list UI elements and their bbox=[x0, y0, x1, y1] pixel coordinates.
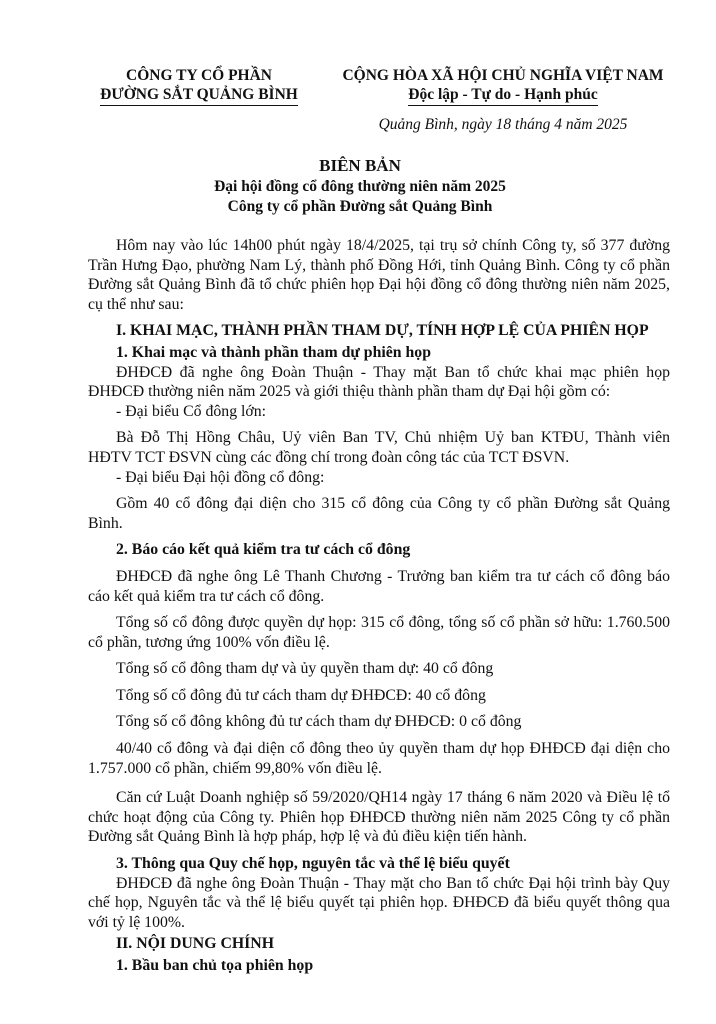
paragraph: Tổng số cổ đông không đủ tư cách tham dự ĐHĐCĐ: 0 cổ đông bbox=[116, 713, 522, 731]
section-heading-2: II. NỘI DUNG CHÍNH bbox=[116, 935, 274, 953]
subsection-heading-1-2: 2. Báo cáo kết quả kiểm tra tư cách cổ đông bbox=[116, 541, 411, 559]
paragraph: Căn cứ Luật Doanh nghiệp số 59/2020/QH14 ngày 17 tháng 6 năm 2020 và Điều lệ tổ chức hoạt động của Công ty. Phiên họp ĐHĐCĐ thường niên năm 2025 Công ty cổ phần Đường sắt Quảng Bình là hợp pháp, hợp lệ và đủ điều kiện tiến hành. bbox=[88, 789, 670, 846]
document-title: BIÊN BẢN bbox=[319, 156, 401, 175]
national-title: CỘNG HÒA XÃ HỘI CHỦ NGHĨA VIỆT NAM bbox=[342, 67, 664, 84]
paragraph: Bà Đỗ Thị Hồng Châu, Uỷ viên Ban TV, Chủ nhiệm Uỷ ban KTĐU, Thành viên HĐTV TCT ĐSVN cùng các đồng chí trong đoàn công tác của TCT ĐSVN. bbox=[88, 429, 670, 466]
paragraph: Gồm 40 cổ đông đại diện cho 315 cổ đông của Công ty cổ phần Đường sắt Quảng Bình. bbox=[88, 495, 670, 532]
subsection-heading-2-1: 1. Bầu ban chủ tọa phiên họp bbox=[116, 957, 314, 974]
national-header bbox=[328, 66, 678, 106]
paragraph: - Đại biểu Đại hội đồng cổ đông: bbox=[116, 468, 325, 486]
company-name-line1: CÔNG TY CỔ PHẦN bbox=[126, 67, 272, 84]
paragraph: ĐHĐCĐ đã nghe ông Lê Thanh Chương - Trưởng ban kiểm tra tư cách cổ đông báo cáo kết quả kiểm tra tư cách cổ đông. bbox=[88, 567, 670, 605]
paragraph: Tổng số cổ đông được quyền dự họp: 315 cổ đông, tổng số cổ phần sở hữu: 1.760.500 cổ phần, tương ứng 100% vốn điều lệ. bbox=[88, 614, 670, 651]
document-subtitle-1: Đại hội đồng cổ đông thường niên năm 2025 bbox=[214, 178, 506, 195]
paragraph: - Đại biểu Cổ đông lớn: bbox=[116, 402, 267, 420]
document-title-block bbox=[60, 155, 660, 217]
paragraph: Tổng số cổ đông đủ tư cách tham dự ĐHĐCĐ: 40 cổ đông bbox=[116, 686, 486, 704]
paragraph: Tổng số cổ đông tham dự và ủy quyền tham dự: 40 cổ đông bbox=[116, 660, 494, 678]
subsection-heading-1-1: 1. Khai mạc và thành phần tham dự phiên họp bbox=[116, 343, 431, 361]
document-subtitle-2: Công ty cổ phần Đường sắt Quảng Bình bbox=[227, 198, 493, 215]
subsection-heading-1-3: 3. Thông qua Quy chế họp, nguyên tắc và thể lệ biểu quyết bbox=[116, 855, 510, 873]
section-heading-1: I. KHAI MẠC, THÀNH PHẦN THAM DỰ, TÍNH HỢP LỆ CỦA PHIÊN HỌP bbox=[116, 322, 649, 340]
national-motto: Độc lập - Tự do - Hạnh phúc bbox=[408, 85, 597, 106]
dateline: Quảng Bình, ngày 18 tháng 4 năm 2025 bbox=[378, 116, 628, 133]
intro-paragraph: Hôm nay vào lúc 14h00 phút ngày 18/4/2025, tại trụ sở chính Công ty, số 377 đường Trần Hưng Đạo, phường Nam Lý, thành phố Đồng Hới, tỉnh Quảng Bình. Công ty cổ phần Đường sắt Quảng Bình đã tổ chức phiên họp Đại hội đồng cổ đông thường niên năm 2025, cụ thể như sau: bbox=[88, 237, 670, 313]
paragraph: ĐHĐCĐ đã nghe ông Đoàn Thuận - Thay mặt cho Ban tổ chức Đại hội trình bày Quy chế họp, Nguyên tắc và thể lệ biểu quyết tại phiên họp. ĐHĐCĐ đã biểu quyết thông qua với tỷ lệ 100%. bbox=[88, 874, 670, 931]
company-header bbox=[74, 66, 324, 106]
document-body bbox=[88, 236, 670, 976]
paragraph: 40/40 cổ đông và đại diện cổ đông theo ủy quyền tham dự họp ĐHĐCĐ đại diện cho 1.757.000 cổ phần, chiếm 99,80% vốn điều lệ. bbox=[88, 740, 670, 777]
company-name-line2: ĐƯỜNG SẮT QUẢNG BÌNH bbox=[100, 85, 298, 106]
paragraph: ĐHĐCĐ đã nghe ông Đoàn Thuận - Thay mặt Ban tổ chức khai mạc phiên họp ĐHĐCĐ thường niên năm 2025 và giới thiệu thành phần tham dự Đại hội gồm có: bbox=[88, 363, 670, 401]
